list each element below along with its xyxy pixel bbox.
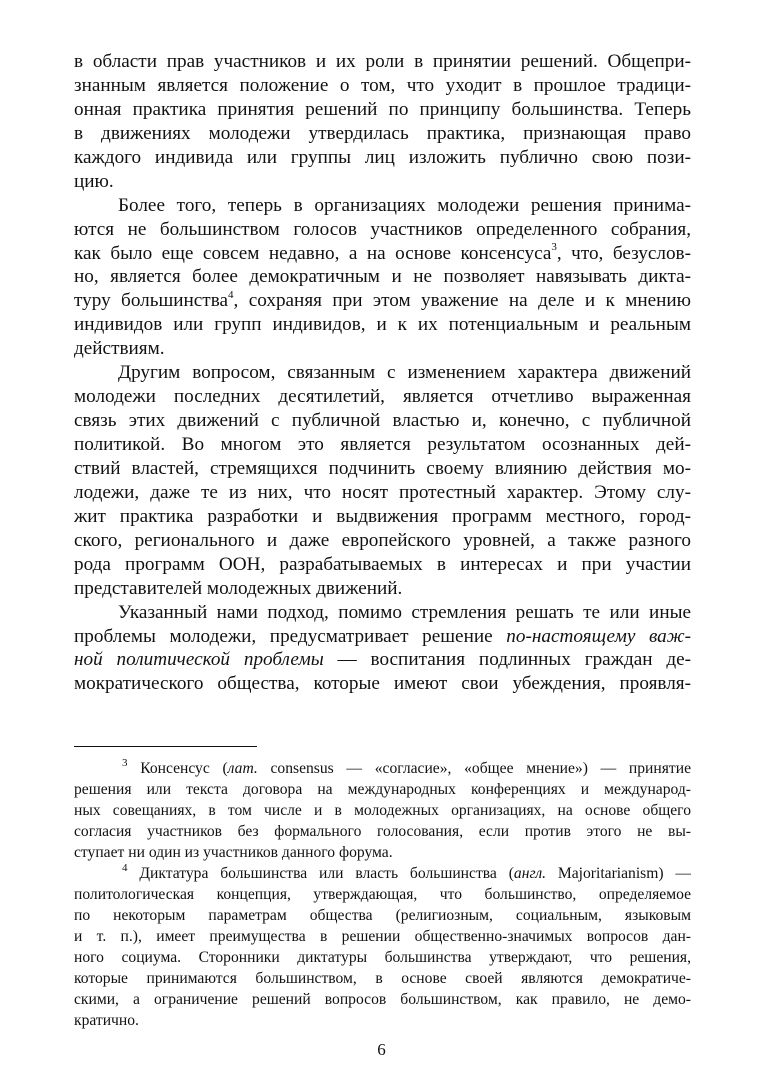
footnote-line: решения или текста договора на международных конференциях и международ- [74, 781, 691, 798]
emphasis-text: по-настоящему важ- [506, 625, 691, 647]
text-line: в движениях молодежи утвердилась практика, признающая право [74, 122, 691, 144]
text-line: Другим вопросом, связанным с изменением характера движений [118, 362, 691, 384]
text-line: онная практика принятия решений по принципу большинства. Теперь [74, 98, 691, 120]
footnote-line: ного социума. Сторонники диктатуры большинства утверждают, что решения, [74, 949, 691, 966]
text-line: но, является более демократичным и не позволяет навязывать дикта- [74, 266, 691, 288]
text-line: рода программ ООН, разрабатываемых в интересах и при участии [74, 553, 691, 575]
footnote-line: скими, а ограничение решений вопросов большинством, как правило, не демо- [74, 991, 691, 1008]
text-segment: — воспитания подлинных граждан де- [323, 649, 691, 671]
footnote-divider [74, 746, 257, 747]
text-line: ются не большинством голосов участников определенного собрания, [74, 218, 691, 240]
emphasis-text: англ. [513, 865, 547, 882]
text-line: индивидов или групп индивидов, и к их потенциальным и реальным [74, 314, 691, 336]
text-line: представителей молодежных движений. [74, 577, 403, 599]
text-line: молодежи последних десятилетий, является отчетливо выраженная [74, 386, 691, 408]
emphasis-text: лат. [227, 760, 258, 777]
text-line: действиям. [74, 338, 165, 360]
main-text [74, 50, 691, 696]
footnote-line: по некоторым параметрам общества (религиозным, социальным, языковым [74, 907, 691, 924]
footnote-ref-3[interactable]: 3 [551, 241, 557, 254]
footnote-line: которые принимаются большинством, в основе своей являются демократиче- [74, 970, 691, 987]
text-segment: consensus — «согласие», «общее мнение») — принятие [257, 760, 691, 777]
text-line: жит практика разработки и выдвижения программ местного, город- [74, 505, 691, 527]
text-segment: как было еще совсем недавно, а на основе консенсуса [74, 242, 552, 264]
text-line: мократического общества, которые имеют свои убеждения, проявля- [74, 673, 691, 695]
text-segment: , сохраняя при этом уважение на деле и к мнению [233, 290, 691, 312]
text-line: связь этих движений с публичной властью и, конечно, с публичной [74, 410, 691, 432]
text-line: Более того, теперь в организациях молодежи решения принима- [118, 194, 691, 216]
footnote-line [74, 758, 691, 779]
text-segment: Majoritarianism) — [546, 865, 691, 882]
text-line: Указанный нами подход, помимо стремления решать те или иные [118, 601, 691, 623]
text-segment: Консенсус ( [127, 760, 228, 777]
footnotes [74, 758, 691, 1031]
text-line [74, 648, 691, 672]
text-segment: проблемы молодежи, предусматривает решение [74, 625, 507, 647]
text-line: знанным является положение о том, что уходит в прошлое традици- [74, 74, 691, 96]
emphasis-text: ной политической проблемы [74, 649, 324, 671]
footnote-line: политологическая концепция, утверждающая, что большинство, определяемое [74, 886, 691, 903]
footnote-line: и т. п.), имеет преимущества в решении общественно-значимых вопросов дан- [74, 928, 691, 945]
text-line [74, 242, 691, 266]
text-line: политикой. Во многом это является результатом осознанных дей- [74, 434, 691, 455]
footnote-line: ных совещаниях, в том числе и в молодежных организациях, на основе общего [74, 802, 691, 819]
text-line: в области прав участников и их роли в принятии решений. Общепри- [74, 51, 691, 72]
text-line: лодежи, даже те из них, что носят протестный характер. Этому слу- [74, 481, 691, 503]
text-line: каждого индивида или группы лиц изложить публично свою пози- [74, 146, 691, 168]
text-line [74, 625, 691, 649]
footnote-line [74, 863, 691, 884]
footnote-ref-4[interactable]: 4 [228, 289, 234, 301]
text-segment: туру большинства [74, 290, 229, 312]
text-segment: , что, безуслов- [556, 242, 691, 264]
text-line: ского, регионального и даже европейского уровней, а также разного [74, 529, 691, 551]
text-segment: Диктатура большинства или власть большинства ( [127, 865, 514, 882]
footnote-marker-3: 3 [122, 758, 128, 769]
footnote-line: согласия участников без формального голосования, если против этого не вы- [74, 823, 691, 840]
text-line: цию. [74, 170, 114, 192]
footnote-line: кратично. [74, 1012, 139, 1029]
text-line: ствий властей, стремящихся подчинить своему влиянию действия мо- [74, 457, 691, 479]
footnote-line: ступает ни один из участников данного форума. [74, 844, 393, 861]
text-line [74, 289, 691, 313]
footnote-marker-4: 4 [122, 863, 128, 874]
page-number: 6 [377, 1040, 386, 1059]
